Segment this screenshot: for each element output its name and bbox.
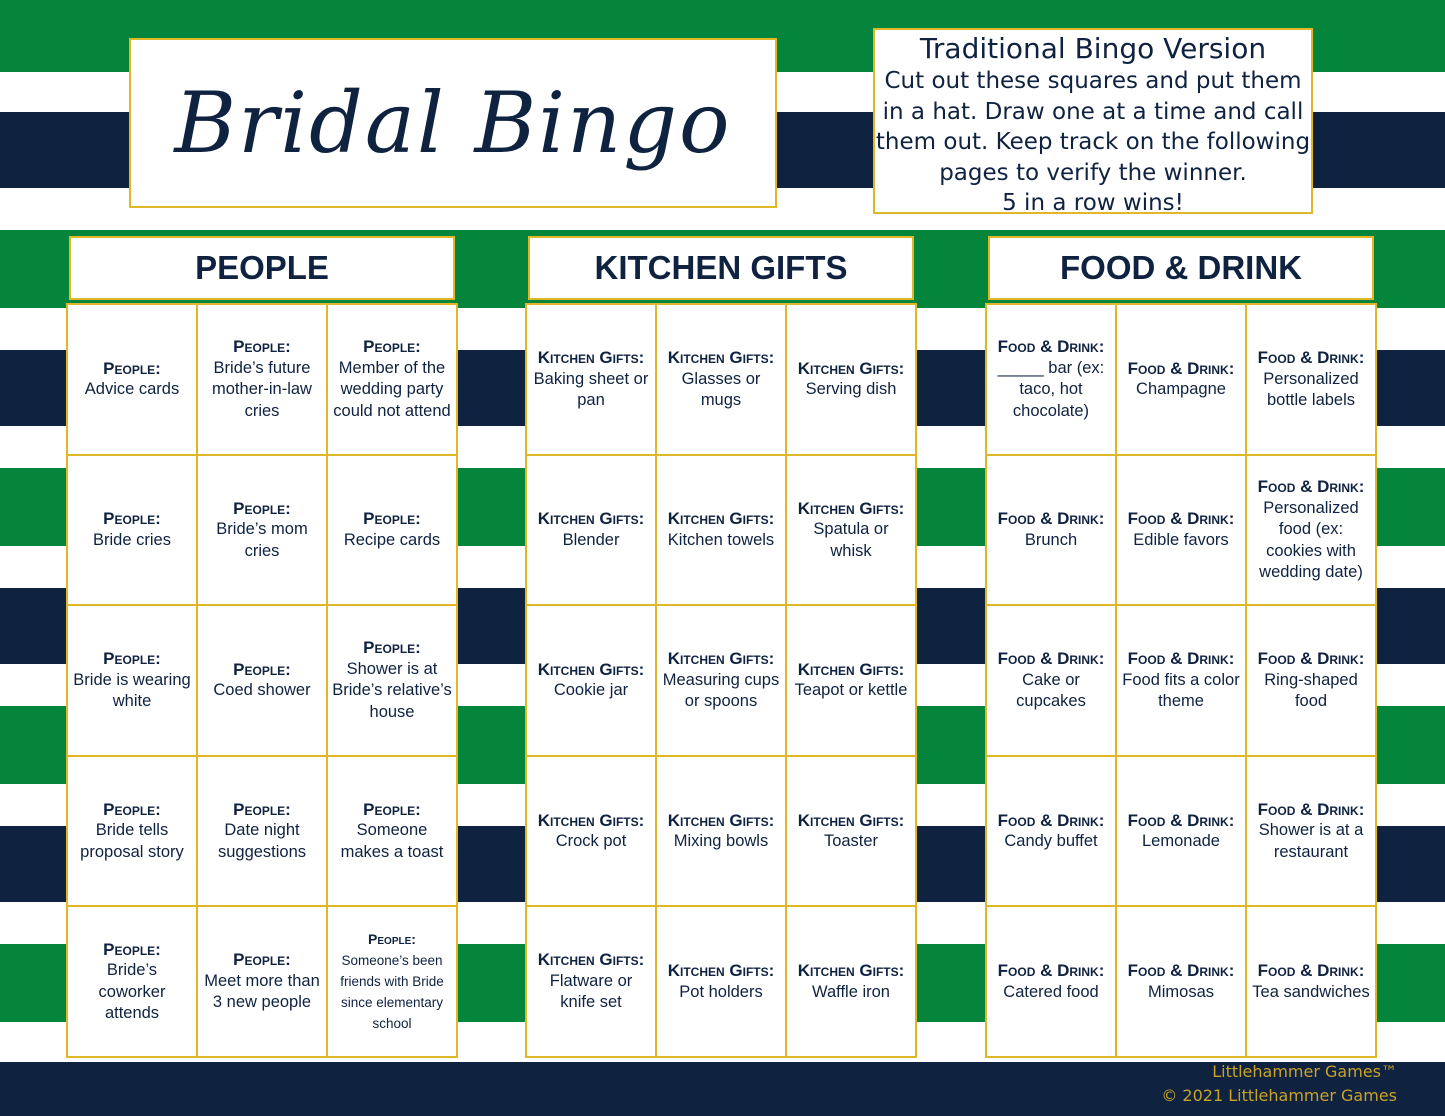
square-text: _____ bar (ex: taco, hot chocolate) (997, 358, 1105, 420)
square-category: Food & Drink: (1127, 649, 1235, 669)
square-category: Kitchen Gifts: (537, 950, 645, 970)
square-category: People: (103, 649, 161, 669)
bingo-square (1247, 606, 1375, 755)
square-text: Personalized food (ex: cookies with wedding date) (1259, 498, 1363, 582)
board-header: PEOPLE (69, 236, 455, 300)
square-text: Food fits a color theme (1122, 670, 1240, 711)
bingo-square (787, 606, 915, 755)
bingo-square (527, 305, 655, 454)
square-text: Waffle iron (812, 982, 890, 1001)
square-category: Food & Drink: (1127, 509, 1235, 529)
bingo-square (657, 606, 785, 755)
bingo-square (328, 305, 456, 454)
square-text: Date night suggestions (217, 821, 307, 861)
board-header: FOOD & DRINK (988, 236, 1374, 300)
bingo-square (68, 907, 196, 1056)
square-category: Food & Drink: (1257, 477, 1365, 497)
square-category: People: (233, 337, 291, 357)
instructions-heading: Traditional Bingo Version (919, 32, 1267, 65)
square-text: Recipe cards (343, 530, 441, 549)
instructions-line: them out. Keep track on the following (875, 129, 1311, 155)
square-category: People: (368, 931, 416, 948)
instructions-line: 5 in a row wins! (1002, 190, 1184, 216)
instructions-box (873, 28, 1313, 214)
square-text: Pot holders (679, 982, 763, 1001)
bingo-square (657, 757, 785, 906)
square-category: Food & Drink: (1257, 961, 1365, 981)
bingo-square (198, 606, 326, 755)
square-category: Food & Drink: (1257, 799, 1365, 819)
square-text: Flatware or knife set (549, 971, 633, 1012)
square-text: Serving dish (805, 380, 897, 399)
bingo-square (1117, 606, 1245, 755)
square-category: Food & Drink: (1127, 810, 1235, 830)
square-text: Bride is wearing white (73, 670, 191, 711)
square-text: Cookie jar (553, 681, 629, 700)
square-category: Kitchen Gifts: (797, 498, 905, 518)
square-category: Kitchen Gifts: (537, 348, 645, 368)
square-text: Crock pot (555, 832, 627, 851)
title-banner (129, 38, 777, 208)
square-text: Bride tells proposal story (80, 821, 184, 861)
square-category: Kitchen Gifts: (667, 961, 775, 981)
square-category: Kitchen Gifts: (797, 961, 905, 981)
square-category: People: (233, 950, 291, 970)
square-category: Food & Drink: (997, 810, 1105, 830)
bingo-square (68, 305, 196, 454)
square-text: Bride’s coworker attends (98, 961, 166, 1023)
footer-copyright: © 2021 Littlehammer Games (1161, 1086, 1397, 1105)
square-text: Advice cards (84, 380, 180, 399)
square-category: People: (103, 509, 161, 529)
bingo-square (657, 907, 785, 1056)
square-category: People: (363, 638, 421, 658)
bingo-square (1117, 907, 1245, 1056)
square-category: People: (233, 498, 291, 518)
square-category: Kitchen Gifts: (797, 810, 905, 830)
square-text: Catered food (1003, 982, 1099, 1001)
square-category: People: (103, 799, 161, 819)
bingo-square (198, 456, 326, 605)
square-text: Candy buffet (1004, 832, 1098, 851)
board-people (69, 236, 455, 1058)
square-text: Mimosas (1147, 982, 1214, 1001)
bingo-square (198, 757, 326, 906)
square-category: People: (363, 337, 421, 357)
bingo-square (1117, 305, 1245, 454)
bingo-grid (985, 303, 1377, 1058)
square-category: Kitchen Gifts: (537, 509, 645, 529)
bingo-square (328, 907, 456, 1056)
bingo-square (68, 757, 196, 906)
bingo-square (987, 305, 1115, 454)
bingo-square (527, 907, 655, 1056)
square-category: Food & Drink: (997, 337, 1105, 357)
board-header: KITCHEN GIFTS (528, 236, 914, 300)
bingo-square (1247, 757, 1375, 906)
square-category: People: (233, 799, 291, 819)
board-kitchen-gifts (528, 236, 914, 1058)
square-category: People: (103, 358, 161, 378)
bingo-square (787, 456, 915, 605)
square-category: Food & Drink: (997, 509, 1105, 529)
bingo-square (787, 757, 915, 906)
square-text: Measuring cups or spoons (662, 670, 780, 711)
square-category: People: (233, 659, 291, 679)
square-text: Mixing bowls (673, 832, 769, 851)
square-text: Brunch (1024, 530, 1078, 549)
bingo-square (987, 757, 1115, 906)
instructions-line: pages to verify the winner. (939, 159, 1247, 186)
bingo-square (328, 757, 456, 906)
square-text: Bride’s future mother-in-law cries (212, 358, 312, 420)
square-category: Food & Drink: (1127, 358, 1235, 378)
square-text: Someone’s been friends with Bride since elementary school (340, 953, 444, 1032)
square-text: Lemonade (1142, 832, 1220, 851)
bingo-square (987, 907, 1115, 1056)
bingo-square (198, 305, 326, 454)
square-text: Bride cries (93, 530, 171, 549)
square-text: Ring-shaped food (1264, 670, 1358, 711)
square-text: Cake or cupcakes (1016, 670, 1086, 711)
square-text: Meet more than 3 new people (204, 971, 320, 1012)
bingo-square (527, 606, 655, 755)
square-category: Food & Drink: (1127, 961, 1235, 981)
bingo-square (1247, 305, 1375, 454)
square-text: Spatula or whisk (813, 520, 889, 560)
square-category: Kitchen Gifts: (537, 810, 645, 830)
footer (1161, 1060, 1397, 1108)
square-text: Baking sheet or pan (533, 369, 649, 410)
square-category: People: (103, 939, 161, 959)
square-category: Kitchen Gifts: (797, 358, 905, 378)
page-title: Bridal Bingo (174, 74, 732, 172)
bingo-square (657, 305, 785, 454)
board-food-drink (988, 236, 1374, 1058)
square-text: Shower is at a restaurant (1258, 821, 1364, 861)
square-category: Food & Drink: (1257, 348, 1365, 368)
bingo-square (68, 456, 196, 605)
square-text: Teapot or kettle (794, 681, 908, 700)
square-text: Kitchen towels (667, 530, 775, 549)
square-category: Kitchen Gifts: (667, 348, 775, 368)
square-category: Kitchen Gifts: (667, 509, 775, 529)
square-text: Glasses or mugs (681, 369, 761, 410)
bingo-square (1247, 907, 1375, 1056)
square-text: Member of the wedding party could not attend (333, 358, 451, 420)
bingo-square (328, 456, 456, 605)
square-category: Food & Drink: (1257, 649, 1365, 669)
bingo-square (68, 606, 196, 755)
square-category: Kitchen Gifts: (667, 649, 775, 669)
square-text: Bride’s mom cries (216, 520, 308, 560)
square-category: People: (363, 509, 421, 529)
bingo-square (787, 305, 915, 454)
square-text: Champagne (1136, 380, 1226, 399)
square-text: Tea sandwiches (1252, 982, 1370, 1001)
bingo-square (1117, 456, 1245, 605)
square-category: Kitchen Gifts: (667, 810, 775, 830)
bingo-square (198, 907, 326, 1056)
square-text: Edible favors (1133, 530, 1229, 549)
bingo-square (1117, 757, 1245, 906)
bingo-square (987, 606, 1115, 755)
bingo-grid (525, 303, 917, 1058)
square-text: Shower is at Bride’s relative’s house (332, 659, 452, 721)
bingo-square (328, 606, 456, 755)
square-text: Blender (562, 530, 620, 549)
bingo-square (1247, 456, 1375, 605)
square-category: Kitchen Gifts: (537, 659, 645, 679)
square-category: People: (363, 799, 421, 819)
bingo-square (527, 456, 655, 605)
square-text: Toaster (823, 832, 879, 851)
square-category: Food & Drink: (997, 961, 1105, 981)
square-category: Kitchen Gifts: (797, 659, 905, 679)
bingo-square (987, 456, 1115, 605)
bingo-square (657, 456, 785, 605)
bingo-square (527, 757, 655, 906)
square-text: Coed shower (213, 681, 311, 700)
square-category: Food & Drink: (997, 649, 1105, 669)
bingo-grid (66, 303, 458, 1058)
footer-brand: Littlehammer Games™ (1212, 1062, 1397, 1081)
bingo-square (787, 907, 915, 1056)
square-text: Personalized bottle labels (1263, 369, 1359, 410)
instructions-line: Cut out these squares and put them (884, 68, 1302, 94)
square-text: Someone makes a toast (340, 821, 444, 861)
instructions-line: in a hat. Draw one at a time and call (882, 98, 1304, 125)
